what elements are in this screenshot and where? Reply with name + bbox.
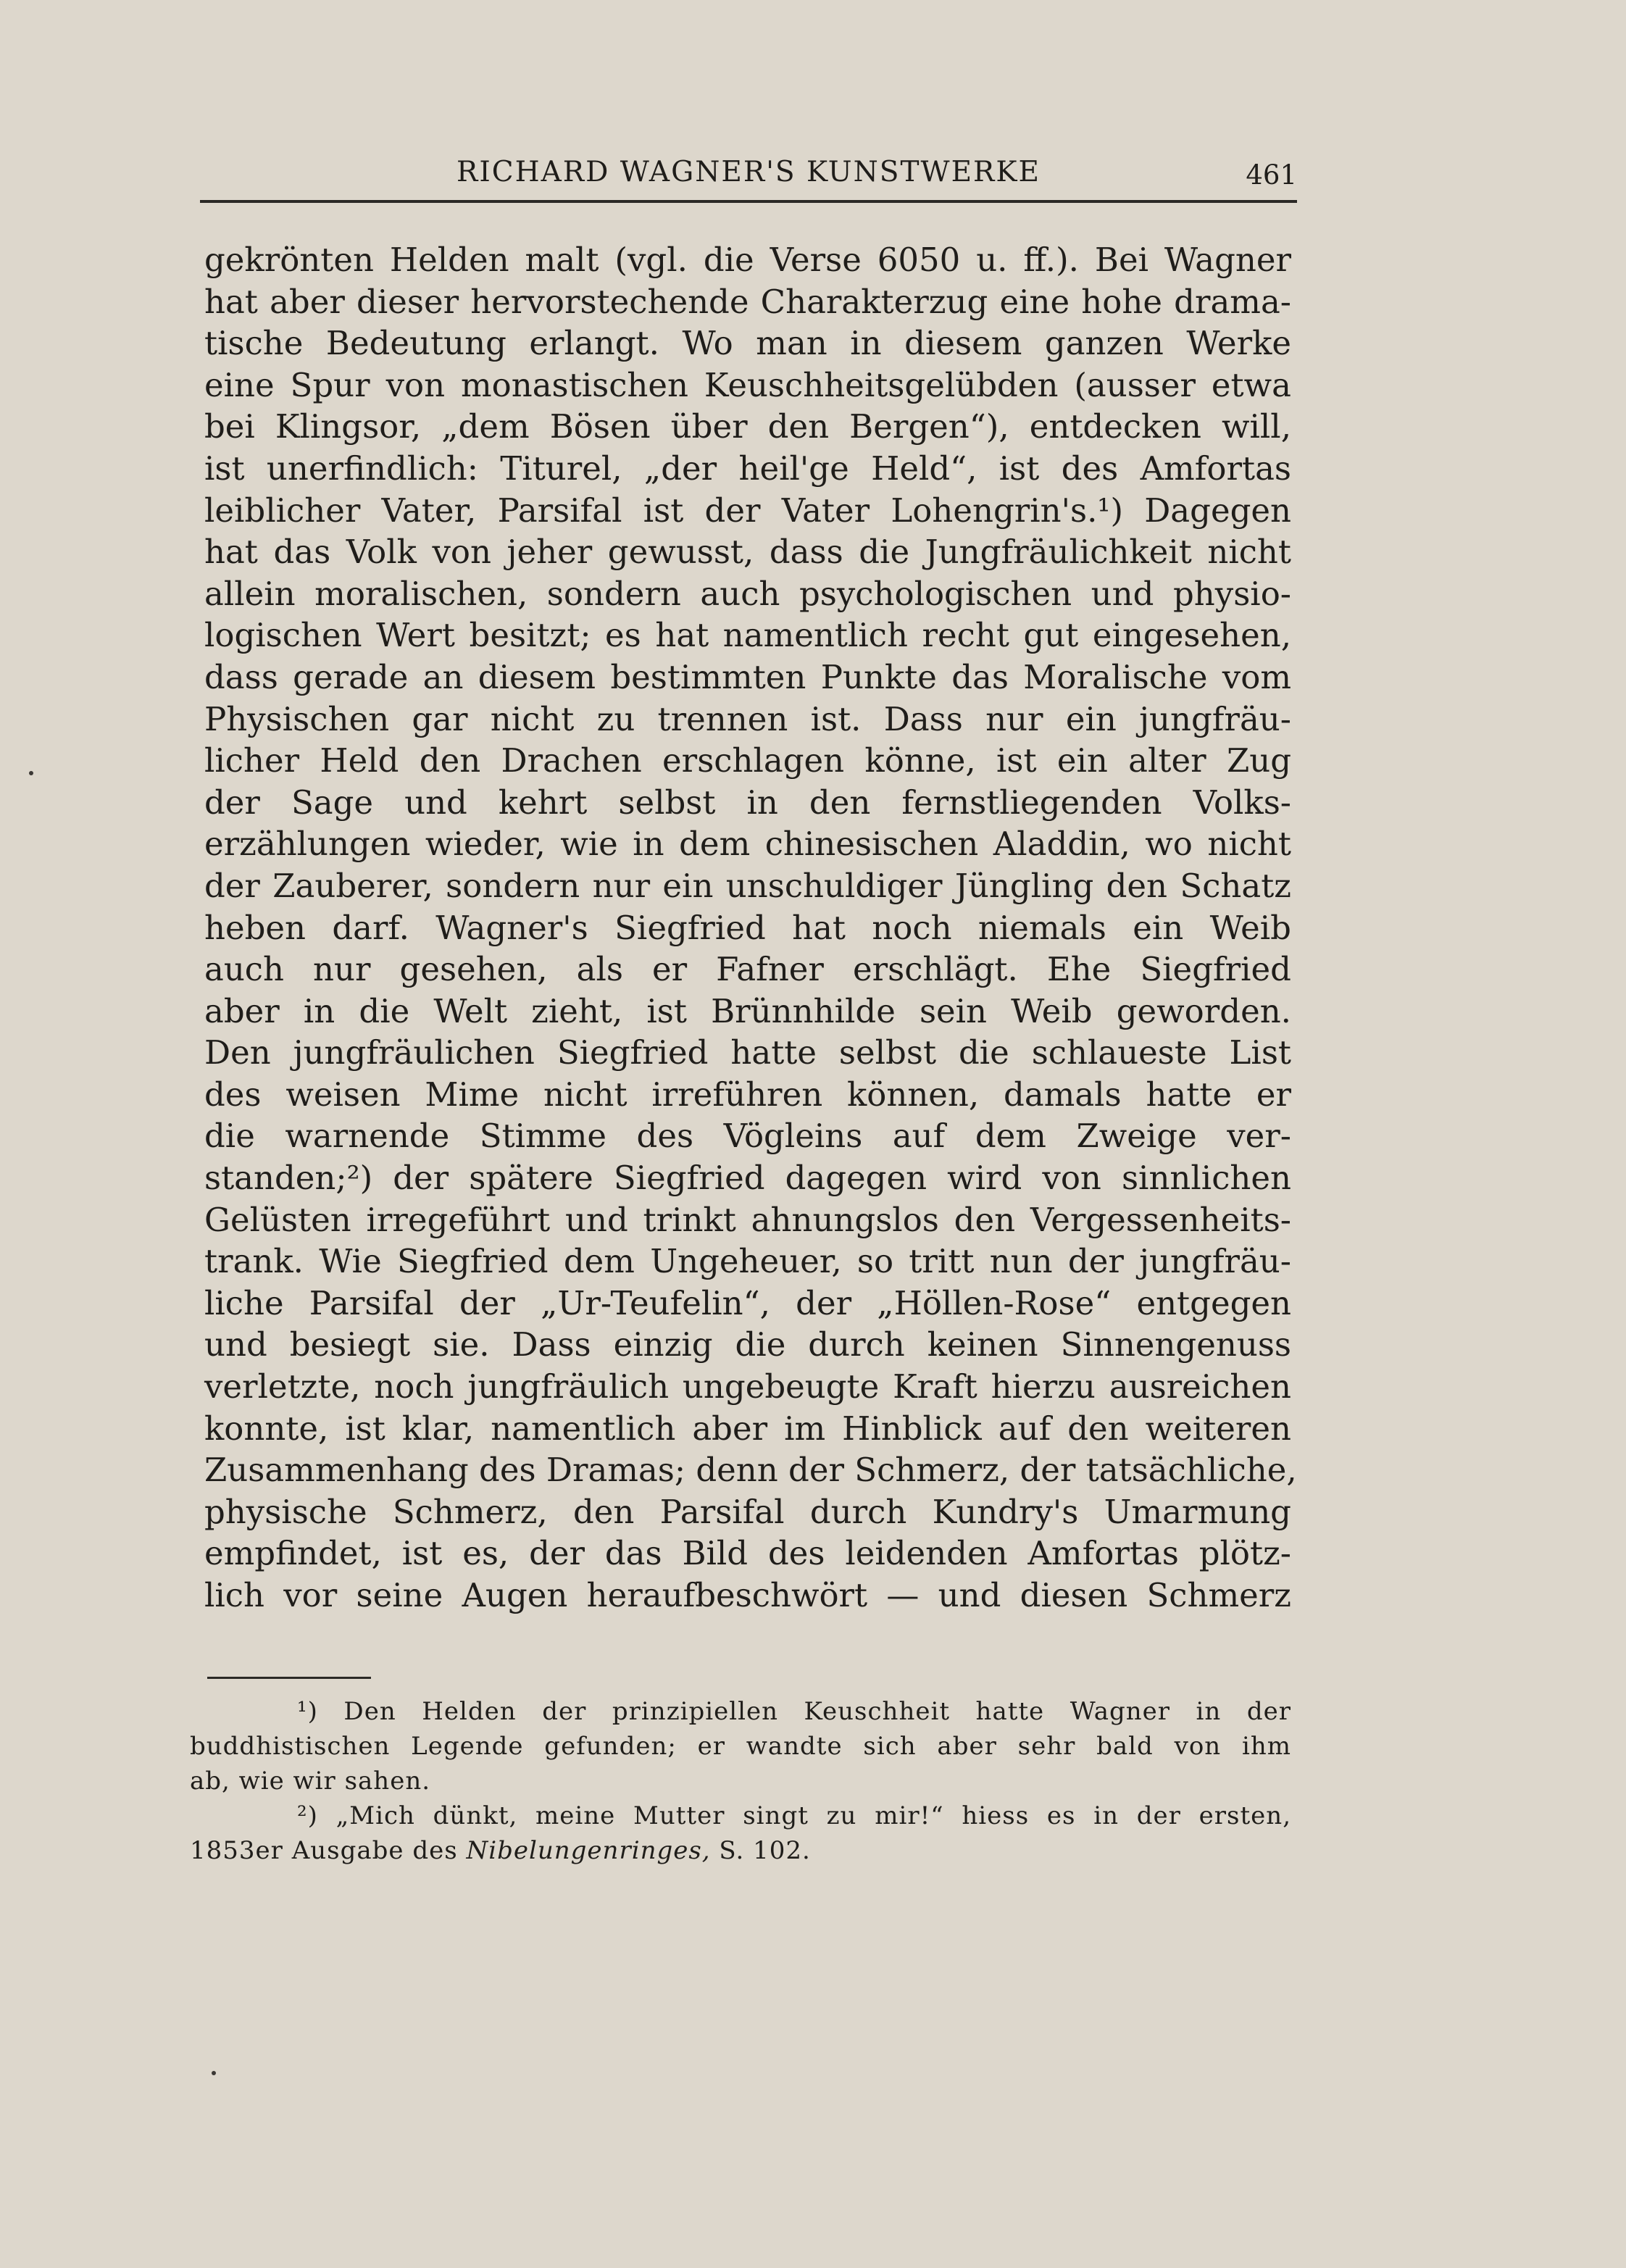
footnote-2-line: ²) „Mich dünkt, meine Mutter singt zu mir!“ hiess es in der ersten, [297, 1801, 1291, 1830]
body-line: die warnende Stimme des Vögleins auf dem Zweige ver- [204, 1117, 1291, 1156]
footnote-1-line: ¹) Den Helden der prinzipiellen Keuschheit hatte Wagner in der [297, 1697, 1291, 1726]
body-line: allein moralischen, sondern auch psychologischen und physio- [204, 574, 1291, 613]
body-line: der Zauberer, sondern nur ein unschuldiger Jüngling den Schatz [204, 866, 1291, 905]
body-line: Zusammenhang des Dramas; denn der Schmerz, der tatsächliche, [204, 1451, 1297, 1490]
body-line: des weisen Mime nicht irreführen können, damals hatte er [204, 1075, 1291, 1114]
running-title: RICHARD WAGNER'S KUNSTWERKE [456, 156, 1041, 188]
body-line: hat das Volk von jeher gewusst, dass die Jungfräulichkeit nicht [204, 533, 1291, 572]
body-line: Den jungfräulichen Siegfried hatte selbst die schlaueste List [204, 1033, 1291, 1072]
body-text [204, 239, 1297, 1617]
body-line: bei Klingsor, „dem Bösen über den Bergen“), entdecken will, [204, 407, 1291, 446]
body-line: hat aber dieser hervorstechende Charakterzug eine hohe drama- [204, 282, 1291, 321]
body-line: auch nur gesehen, als er Fafner erschlägt. Ehe Siegfried [204, 950, 1291, 989]
body-line: ist unerfindlich: Titurel, „der heil'ge Held“, ist des Amfortas [204, 449, 1291, 488]
body-line: verletzte, noch jungfräulich ungebeugte Kraft hierzu ausreichen [204, 1367, 1291, 1406]
footnote-rule [207, 1677, 371, 1679]
body-line: heben darf. Wagner's Siegfried hat noch niemals ein Weib [204, 908, 1291, 947]
body-line: und besiegt sie. Dass einzig die durch keinen Sinnengenuss [204, 1325, 1291, 1364]
body-line: konnte, ist klar, namentlich aber im Hinblick auf den weiteren [204, 1409, 1291, 1448]
body-line: licher Held den Drachen erschlagen könne, ist ein alter Zug [204, 741, 1291, 780]
header-rule [200, 200, 1297, 203]
footnote-1-line: ab, wie wir sahen. [190, 1767, 431, 1796]
body-line: physische Schmerz, den Parsifal durch Kundry's Umarmung [204, 1492, 1291, 1531]
footnote-2-title: Nibelungenringes, [466, 1836, 711, 1865]
body-line: trank. Wie Siegfried dem Ungeheuer, so tritt nun der jungfräu- [204, 1242, 1291, 1281]
body-line: Physischen gar nicht zu trennen ist. Dass nur ein jungfräu- [204, 699, 1291, 738]
page-number: 461 [1246, 159, 1297, 191]
footnote-2-line [190, 1833, 1291, 1868]
footnote-2-text: 1853er Ausgabe des [190, 1836, 467, 1865]
body-line: leiblicher Vater, Parsifal ist der Vater Lohengrin's.¹) Dagegen [204, 491, 1291, 530]
stray-dot [29, 771, 33, 775]
body-line: empfindet, ist es, der das Bild des leidenden Amfortas plötz- [204, 1534, 1291, 1573]
footnotes [190, 1694, 1291, 1868]
body-line: liche Parsifal der „Ur-Teufelin“, der „Höllen-Rose“ entgegen [204, 1283, 1291, 1322]
body-line: aber in die Welt zieht, ist Brünnhilde sein Weib geworden. [204, 991, 1291, 1030]
body-line: eine Spur von monastischen Keuschheitsgelübden (ausser etwa [204, 365, 1291, 404]
body-line: standen;²) der spätere Siegfried dagegen wird von sinnlichen [204, 1159, 1291, 1198]
body-line: logischen Wert besitzt; es hat namentlich recht gut eingesehen, [204, 616, 1291, 655]
stray-dot [212, 2071, 216, 2075]
running-header [200, 152, 1297, 193]
footnote-2-text: S. 102. [710, 1836, 811, 1865]
body-line: dass gerade an diesem bestimmten Punkte das Moralische vom [204, 657, 1291, 696]
body-line: tische Bedeutung erlangt. Wo man in diesem ganzen Werke [204, 324, 1291, 363]
body-line: lich vor seine Augen heraufbeschwört — und diesen Schmerz [204, 1576, 1291, 1614]
footnote-1-line: buddhistischen Legende gefunden; er wandte sich aber sehr bald von ihm [190, 1732, 1291, 1761]
body-line: Gelüsten irregeführt und trinkt ahnungslos den Vergessenheits- [204, 1200, 1291, 1239]
body-line: der Sage und kehrt selbst in den fernstliegenden Volks- [204, 783, 1291, 822]
body-line: gekrönten Helden malt (vgl. die Verse 6050 u. ff.). Bei Wagner [204, 241, 1291, 279]
body-line: erzählungen wieder, wie in dem chinesischen Aladdin, wo nicht [204, 825, 1291, 864]
